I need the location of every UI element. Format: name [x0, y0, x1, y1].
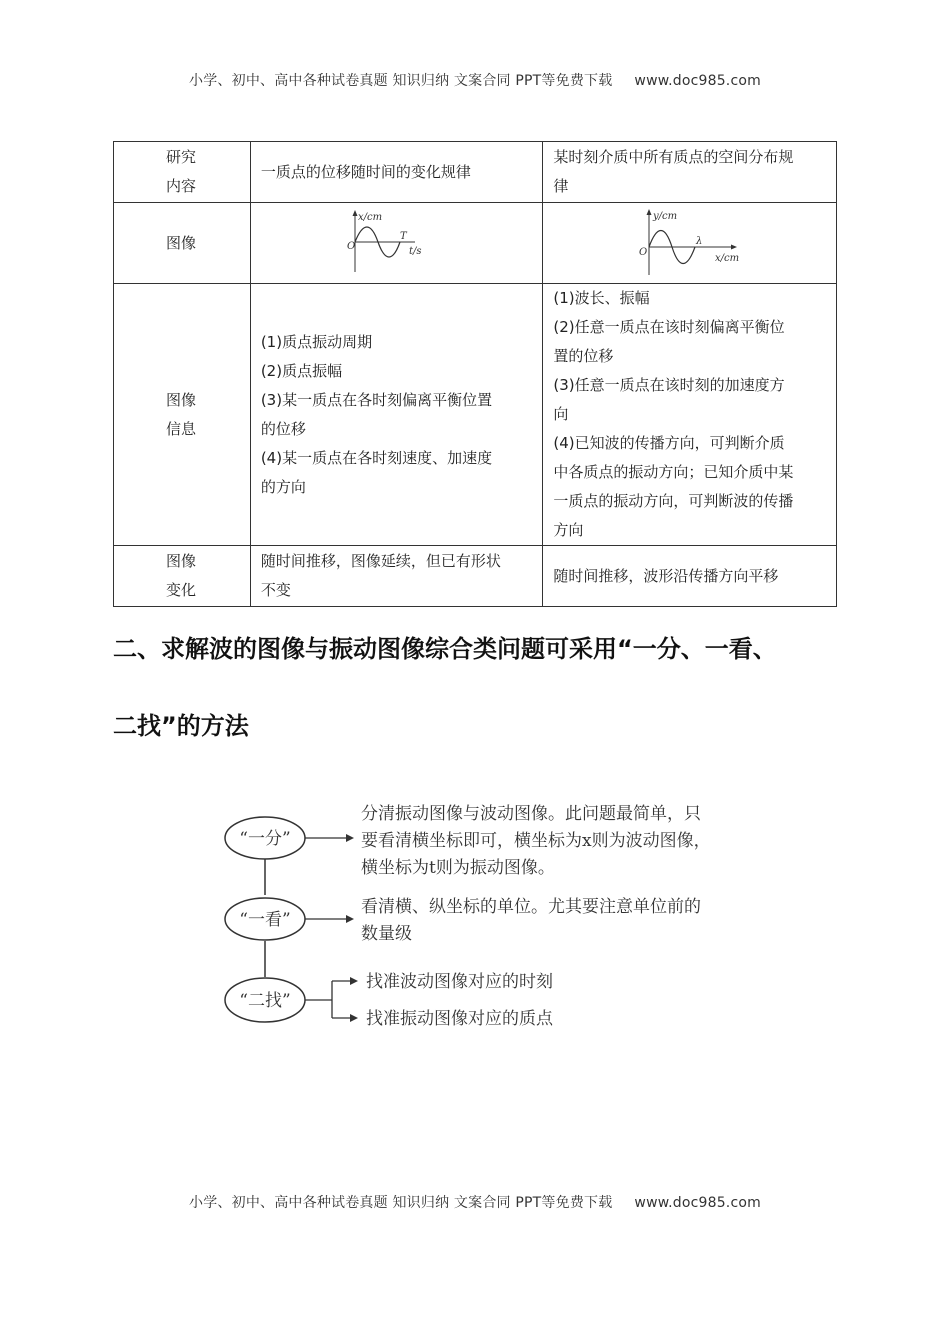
- x-axis-arrow: [731, 245, 737, 250]
- section-title-line2: 二找”的方法: [113, 712, 249, 740]
- header-url[interactable]: www.doc985.com: [634, 73, 761, 89]
- y-axis-arrow: [646, 209, 651, 215]
- page-footer: [0, 1192, 950, 1212]
- node-erzhao-branch: 找准波动图像对应的时刻: [366, 972, 553, 992]
- node-erzhao-label: “二找”: [239, 991, 291, 1011]
- y-axis-label: y/cm: [652, 211, 677, 222]
- arrow-head: [346, 915, 354, 923]
- wave-info-cell: (1)波长、振幅 (2)任意一质点在该时刻偏离平衡位 置的位移 (3)任意一质点在该时刻的加速度方 向 (4)已知波的传播方向，可判断介质 中各质点的振动方向；已知介质中某 一质点的振动方向，可判断波的传播 方向: [543, 284, 837, 546]
- vibration-graph-cell: [250, 203, 543, 284]
- y-axis-arrow: [352, 210, 357, 216]
- row-label-graph: 图像: [114, 203, 251, 284]
- wavelength-label: λ: [695, 236, 703, 247]
- header-text: 小学、初中、高中各种试卷真题 知识归纳 文案合同 PPT等免费下载: [189, 73, 613, 89]
- arrow-head: [350, 977, 358, 985]
- x-axis-label: t/s: [408, 246, 422, 257]
- table-row: [114, 142, 837, 203]
- row-label-info: 图像 信息: [114, 284, 251, 546]
- table-row: [114, 284, 837, 546]
- footer-url[interactable]: www.doc985.com: [634, 1195, 761, 1211]
- node-yifen-text: 分清振动图像与波动图像。此问题最简单，只: [361, 804, 701, 824]
- row-label-change: 图像 变化: [114, 546, 251, 607]
- node-yifen-label: “一分”: [239, 829, 291, 849]
- node-yikan-label: “一看”: [239, 910, 291, 930]
- node-yikan-text: 看清横、纵坐标的单位。尤其要注意单位前的: [361, 897, 701, 917]
- x-axis-label: x/cm: [714, 253, 739, 264]
- page-header: [0, 70, 950, 90]
- wave-graph: [635, 207, 745, 279]
- vibration-content-cell: 一质点的位移随时间的变化规律: [250, 142, 543, 203]
- node-yifen-text: 要看清横坐标即可，横坐标为x则为波动图像，: [361, 831, 711, 851]
- wave-change-cell: 随时间推移，波形沿传播方向平移: [543, 546, 837, 607]
- footer-text: 小学、初中、高中各种试卷真题 知识归纳 文案合同 PPT等免费下载: [189, 1195, 613, 1211]
- section-title-line1: 二、求解波的图像与振动图像综合类问题可采用“一分、一看、: [113, 635, 777, 663]
- node-yikan-text: 数量级: [361, 924, 412, 944]
- comparison-table: [113, 141, 837, 607]
- method-flowchart: [220, 795, 780, 1045]
- y-axis-label: x/cm: [357, 212, 382, 223]
- vibration-graph: [347, 208, 447, 278]
- table-row: [114, 203, 837, 284]
- vibration-info-cell: (1)质点振动周期 (2)质点振幅 (3)某一质点在各时刻偏离平衡位置 的位移 (4)某一质点在各时刻速度、加速度 的方向: [250, 284, 543, 546]
- arrow-head: [350, 1014, 358, 1022]
- node-erzhao-branch: 找准振动图像对应的质点: [366, 1009, 553, 1029]
- arrow-head: [346, 834, 354, 842]
- origin-label: O: [638, 247, 647, 258]
- period-label: T: [399, 231, 407, 242]
- node-yifen-text: 横坐标为t则为振动图像。: [361, 858, 555, 878]
- row-label-content: 研究 内容: [114, 142, 251, 203]
- origin-label: O: [346, 241, 355, 252]
- table-row: [114, 546, 837, 607]
- vibration-change-cell: 随时间推移，图像延续，但已有形状 不变: [250, 546, 543, 607]
- wave-content-cell: 某时刻介质中所有质点的空间分布规 律: [543, 142, 837, 203]
- wave-graph-cell: [543, 203, 837, 284]
